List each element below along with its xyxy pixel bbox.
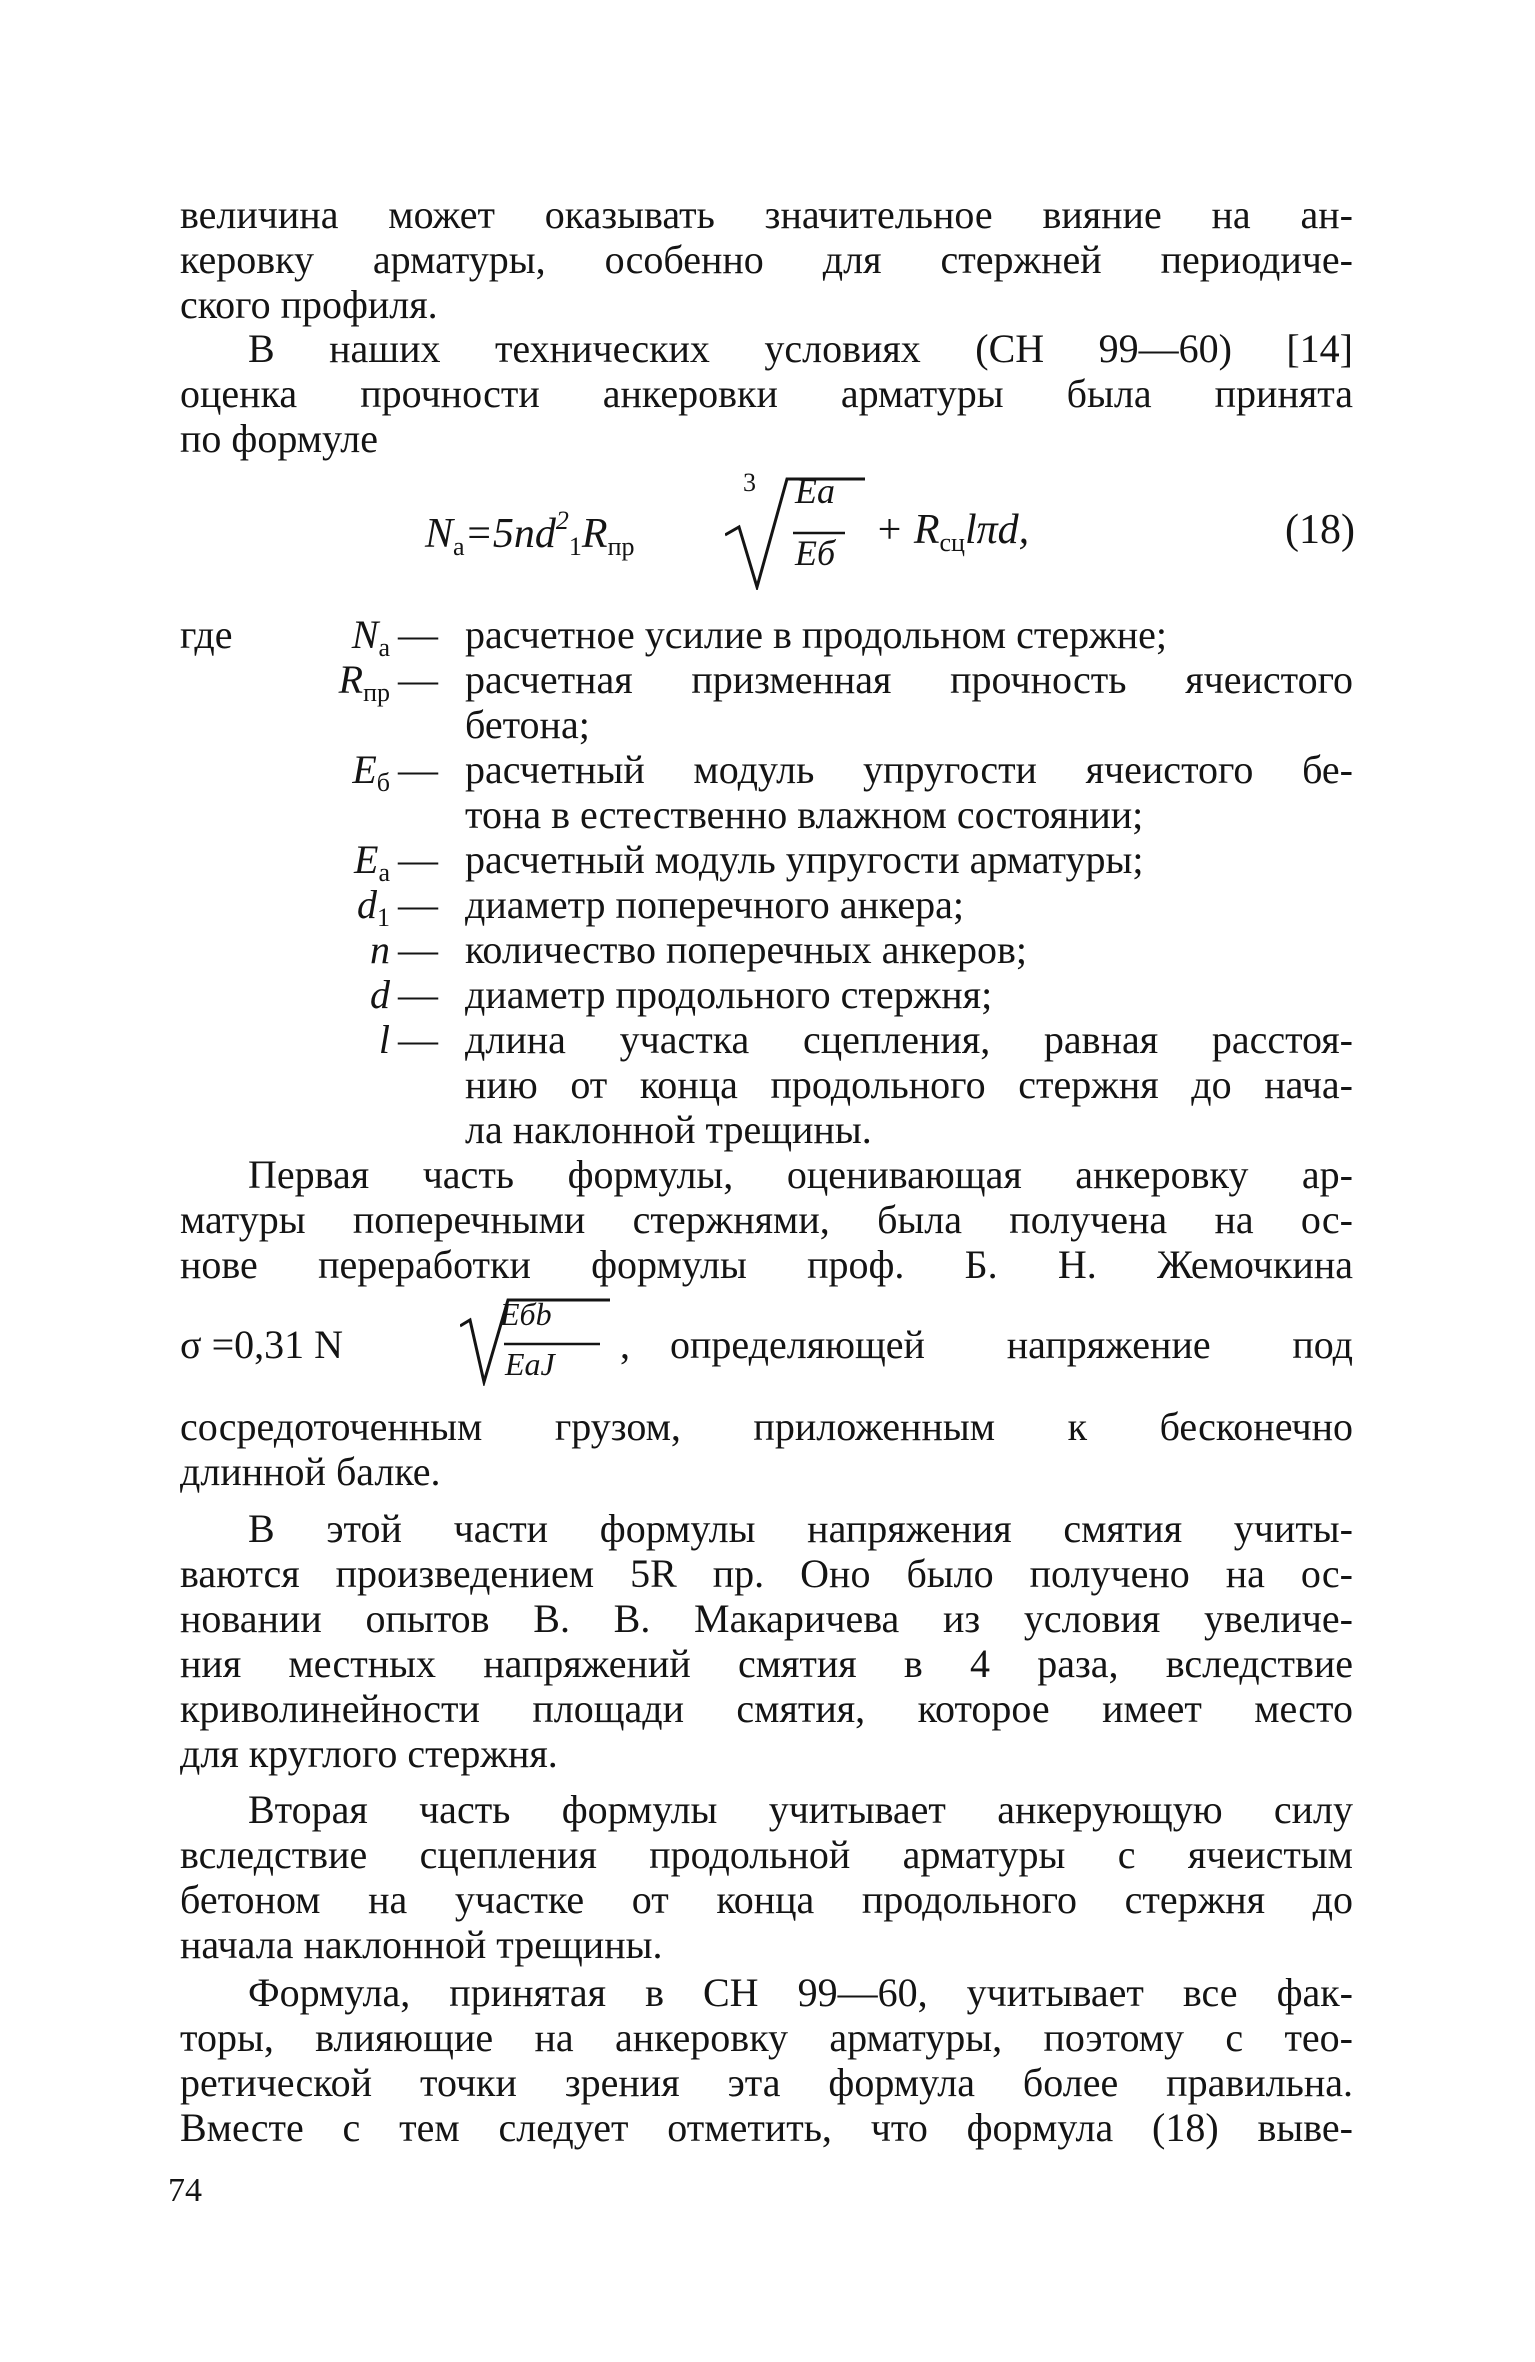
formula-term: lπd,	[964, 507, 1030, 553]
definition-text: расчетный модуль упругости ячеистого бе-	[465, 747, 1353, 792]
page-number: 74	[168, 2172, 202, 2209]
equation-number: (18)	[1285, 507, 1355, 553]
definition-text: диаметр поперечного анкера;	[465, 882, 965, 927]
subscript: а	[378, 633, 390, 662]
paragraph-4	[180, 1404, 1353, 1494]
definition-text: тона в естественно влажном состоянии;	[465, 792, 1144, 837]
where-label: где	[180, 612, 233, 657]
formula-term: + R	[875, 507, 940, 553]
text-line: Формула, принятая в СН 99—60, учитывает все фак-	[248, 1970, 1353, 2015]
definition-text: длина участка сцепления, равная расстоя-	[465, 1017, 1353, 1062]
text-line: Вторая часть формулы учитывает анкерующую силу	[248, 1787, 1353, 1832]
dash: —	[398, 837, 438, 882]
definition-text: нию от конца продольного стержня до нача-	[465, 1062, 1353, 1107]
definition-symbol	[180, 972, 390, 1017]
text-line: матуры поперечными стержнями, была получена на ос-	[180, 1197, 1353, 1242]
paragraph-1	[180, 192, 1353, 327]
formula-18	[425, 470, 1355, 595]
text-line: величина может оказывать значительное вияние на ан-	[180, 192, 1353, 237]
symbol-R: R	[581, 511, 608, 557]
text-line: бетоном на участке от конца продольного стержня до	[180, 1877, 1353, 1922]
definition	[180, 612, 1353, 662]
definitions-list	[180, 612, 1353, 1152]
fraction-denominator: Eб	[795, 533, 836, 573]
symbol: E	[352, 747, 377, 792]
symbol: d	[357, 882, 377, 927]
dash: —	[398, 972, 438, 1017]
definition-continuation	[180, 702, 1353, 747]
subscript: 1	[568, 532, 582, 561]
text-line: ния местных напряжений смятия в 4 раза, вследствие	[180, 1641, 1353, 1686]
symbol: l	[378, 1017, 390, 1062]
subscript: пр	[363, 678, 390, 707]
text-line: новании опытов В. В. Макаричева из условия увеличе-	[180, 1596, 1353, 1641]
dash: —	[398, 657, 438, 702]
definition-continuation	[180, 1107, 1353, 1152]
text-line: В этой части формулы напряжения смятия учиты-	[248, 1506, 1353, 1551]
definition	[180, 657, 1353, 707]
definition-symbol	[180, 927, 390, 972]
formula-rhs	[875, 506, 1029, 558]
text-line: начала наклонной трещины.	[180, 1922, 663, 1967]
definition-text: диаметр продольного стержня;	[465, 972, 993, 1017]
fraction-numerator: Eбb	[500, 1296, 552, 1332]
sigma-lhs: σ =0,31 N	[180, 1322, 344, 1367]
text-line: керовку арматуры, особенно для стержней периодиче-	[180, 237, 1353, 282]
subscript: а	[378, 858, 390, 887]
superscript: 2	[555, 506, 569, 535]
formula-lhs	[425, 506, 634, 562]
text-line: для круглого стержня.	[180, 1731, 558, 1776]
symbol: N	[351, 612, 379, 657]
symbol: E	[354, 837, 379, 882]
definition-text: количество поперечных анкеров;	[465, 927, 1028, 972]
paragraph-2	[180, 326, 1353, 461]
definition-text: расчетный модуль упругости арматуры;	[465, 837, 1144, 882]
symbol: R	[338, 657, 364, 702]
paragraph-3	[180, 1152, 1353, 1287]
text-line: оценка прочности анкеровки арматуры была принята	[180, 371, 1353, 416]
dash: —	[398, 612, 438, 657]
sigma-trailing-text: определяющей напряжение под	[670, 1322, 1353, 1367]
fraction-numerator: Eа	[795, 471, 835, 511]
text-line: Первая часть формулы, оценивающая анкеровку ар-	[248, 1152, 1353, 1197]
sigma-formula	[180, 1296, 1353, 1386]
text-line: ваются произведением 5R пр. Оно было получено на ос-	[180, 1551, 1353, 1596]
text-line: В наших технических условиях (СН 99—60) [14]	[248, 326, 1353, 371]
subscript: сц	[939, 528, 965, 557]
text-line: сосредоточенным грузом, приложенным к бесконечно	[180, 1404, 1353, 1449]
subscript: пр	[607, 532, 635, 561]
dash: —	[398, 747, 438, 792]
subscript: б	[376, 768, 390, 797]
dash: —	[398, 927, 438, 972]
definition-continuation	[180, 1062, 1353, 1107]
paragraph-5	[180, 1506, 1353, 1776]
subscript: а	[453, 532, 465, 561]
text-line: длинной балке.	[180, 1449, 441, 1494]
symbol-N: N	[425, 511, 454, 557]
definition-text: расчетная призменная прочность ячеистого	[465, 657, 1353, 702]
definition-text: бетона;	[465, 702, 590, 747]
definition	[180, 837, 1353, 887]
text-line: по формуле	[180, 416, 378, 461]
definition-symbol	[180, 1017, 390, 1062]
symbol: d	[370, 972, 390, 1017]
definition	[180, 972, 1353, 1017]
comma: ,	[620, 1322, 630, 1367]
text-line: ретической точки зрения эта формула более правильна.	[180, 2060, 1353, 2105]
symbol: n	[370, 927, 390, 972]
definition-text: ла наклонной трещины.	[465, 1107, 872, 1152]
text-line: Вместе с тем следует отметить, что формула (18) выве-	[180, 2105, 1353, 2150]
definition-text: расчетное усилие в продольном стержне;	[465, 612, 1168, 657]
text-line: ского профиля.	[180, 282, 438, 327]
dash: —	[398, 1017, 438, 1062]
fraction-denominator: EаJ	[505, 1346, 555, 1382]
paragraph-7	[180, 1970, 1353, 2150]
definition	[180, 747, 1353, 797]
definition	[180, 927, 1353, 972]
text-line: вследствие сцепления продольной арматуры с ячеистым	[180, 1832, 1353, 1877]
dash: —	[398, 882, 438, 927]
formula-term: =5nd	[464, 511, 556, 557]
subscript: 1	[377, 903, 390, 932]
definition	[180, 1017, 1353, 1062]
text-line: торы, влияющие на анкеровку арматуры, поэтому с тео-	[180, 2015, 1353, 2060]
definition	[180, 882, 1353, 932]
paragraph-6	[180, 1787, 1353, 1967]
definition-continuation	[180, 792, 1353, 837]
text-line: нове переработки формулы проф. Б. Н. Жемочкина	[180, 1242, 1353, 1287]
root-index: 3	[743, 468, 756, 497]
text-line: криволинейности площади смятия, которое имеет место	[180, 1686, 1353, 1731]
